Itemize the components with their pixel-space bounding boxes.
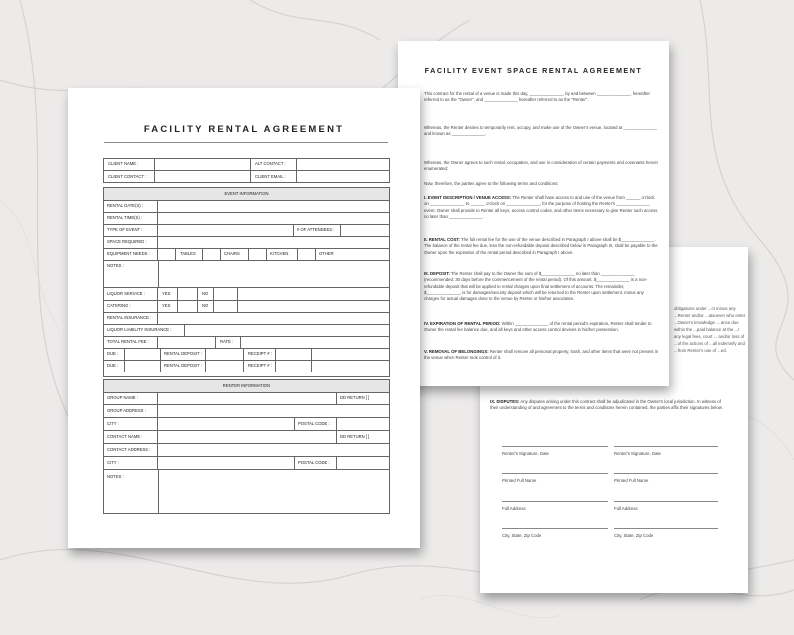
section-heading: III. DEPOSIT: (424, 271, 450, 276)
catering-yes-label: YES (162, 303, 171, 308)
sig-label-left: Printed Full Name (502, 478, 537, 483)
tables-label: TABLES (180, 251, 196, 256)
page2-title: FACILITY EVENT SPACE RENTAL AGREEMENT (424, 66, 643, 75)
group-name-field[interactable] (158, 392, 337, 404)
postal-code-label: POSTAL CODE : (298, 421, 330, 426)
receipt-label: RECEIPT # : (248, 363, 272, 368)
section-body: The Renter shall pay to the Owner the sum of $______________ no later than ______________ (recommended: 30 days before the commencement of the rental period). Of this amount, $______________ is a non-refundable deposit that will be applied to rental charges upon final settlement of accounts. The remainder, $______________, is for damages/security deposit which will be returned to the Renter upon settlement, minus any charges for actual damages done to the venue by Renter or his/her associates. (424, 271, 648, 302)
page3-peek-text: obligations under ...ct minus any ...Renter and/or ...atsoever who enter ...Owner's knowledge ... ance due within the ...paid balance at the ...r any legal fees, court ... and/or loss of ...of the actions of ...all indemnify and ...from Renter's use of ...ed. (674, 306, 746, 353)
cell-divider (103, 418, 158, 430)
other-label: OTHER (319, 251, 334, 256)
signature-line (614, 446, 718, 447)
cell-divider (221, 248, 249, 260)
disputes-section (490, 399, 730, 412)
sig-label-left: Renter's Signature, Date (502, 451, 549, 456)
rate-label: RATE : (220, 339, 234, 344)
cell-divider (103, 288, 158, 300)
cell-divider (103, 312, 158, 324)
cell-divider (103, 392, 158, 404)
signature-line (502, 473, 608, 474)
sig-label-right: Renter's Signature, Date (614, 451, 661, 456)
cell-divider (103, 158, 155, 170)
cell-divider (244, 348, 276, 360)
cell-divider (103, 348, 125, 360)
catering-no-checkbox[interactable] (214, 300, 238, 312)
sig-label-right: City, State, Zip Code (614, 533, 654, 538)
client-name-label: CLIENT NAME : (108, 161, 139, 166)
signature-line (614, 473, 718, 474)
catering-no-label: NO (202, 303, 209, 308)
chairs-label: CHAIRS (224, 251, 240, 256)
cell-divider (158, 300, 178, 312)
catering-label: CATERING : (107, 303, 131, 308)
agreement-page-2 (398, 41, 669, 386)
receipt-field[interactable] (276, 348, 312, 360)
cell-divider (103, 431, 158, 443)
contact-address-label: CONTACT ADDRESS : (107, 447, 151, 452)
client-contact-label: CLIENT CONTACT : (108, 174, 147, 179)
city-field[interactable] (158, 418, 295, 430)
liquor-yes-checkbox[interactable] (178, 288, 198, 300)
title-rule (104, 142, 388, 143)
alt-contact-label: ALT CONTACT : (255, 161, 286, 166)
whereas-owner: Whereas, the Owner agrees to such rental, occupation, and use in consideration of certain payments and covenants herein enumerated; (424, 160, 658, 172)
cell-divider (267, 248, 298, 260)
receipt-label: RECEIPT # : (248, 351, 272, 356)
signature-line (614, 501, 718, 502)
rental-deposit-label: RENTAL DEPOSIT : (164, 351, 202, 356)
notes-label: NOTES : (107, 474, 124, 479)
rental-deposit-label: RENTAL DEPOSIT : (164, 363, 202, 368)
signature-line (502, 446, 608, 447)
cell-divider (103, 248, 158, 260)
section-heading: II. RENTAL COST: (424, 237, 460, 242)
liquor-yes-label: YES (162, 291, 171, 296)
due-field[interactable] (125, 360, 161, 372)
cell-divider (103, 457, 158, 469)
cell-divider (103, 300, 158, 312)
kitchen-label: KITCHEN (270, 251, 289, 256)
signature-line (502, 528, 608, 529)
cell-divider (103, 336, 158, 348)
cell-divider (295, 457, 337, 469)
chairs-checkbox[interactable] (203, 248, 221, 260)
city-label: CITY : (107, 460, 119, 465)
signature-line (502, 501, 608, 502)
cell-divider (103, 470, 159, 514)
section-heading: V. REMOVAL OF BELONGINGS: (424, 349, 489, 354)
cell-divider (103, 405, 158, 417)
dd-return-checkbox[interactable]: DD RETURN [ ] (340, 395, 370, 400)
section-body: The full rental fee for the use of the venue described in Paragraph I above shall be $______________. The balance of the rental fee due, less the non-refundable deposit described below in Paragraph III, shall be payable to the Owner upon the expiration of the rental period described in Paragraph I above. (424, 237, 658, 255)
total-rental-fee-label: TOTAL RENTAL FEE : (107, 339, 149, 344)
section-body: Within ______________ of the rental period's expiration, Renter shall tender to Owner the rental fee balance due, and all keys and other access control devices in his/her possession. (424, 321, 652, 333)
sig-label-right: Printed Full Name (614, 478, 649, 483)
rental-times-label: RENTAL TIME(S) : (107, 215, 143, 220)
cell-divider (103, 324, 185, 336)
cell-divider (161, 348, 206, 360)
disputes-body: Any disputes arising under this contract shall be adjudicated in the Owner's local jurisdiction. In witness of their understanding of and agreement to the terms and conditions herein contained, the parties affix their signatures below. (490, 399, 723, 411)
other-checkbox[interactable] (298, 248, 316, 260)
section-removal (424, 349, 660, 362)
total-rental-fee-field[interactable] (158, 336, 216, 348)
client-name-field[interactable] (155, 158, 251, 170)
contract-intro: This contract for the rental of a venue is made this day, ______________, by and between ______________, hereafter referred to as the "Owner", and ______________ hereafter referred to as the "Renter". (424, 91, 650, 103)
cell-divider (176, 248, 203, 260)
sig-label-right: Full Address (614, 506, 638, 511)
kitchen-checkbox[interactable] (249, 248, 267, 260)
attendees-label: # OF ATTENDEES : (297, 227, 335, 232)
rental-dates-label: RENTAL DATE(S) : (107, 203, 143, 208)
liquor-no-label: NO (202, 291, 209, 296)
notes-label: NOTES : (107, 263, 124, 268)
space-required-label: SPACE REQUIRED : (107, 239, 147, 244)
signature-line (614, 528, 718, 529)
whereas-renter: Whereas, the Renter desires to temporarily rent, occupy, and make use of the Owner's venue, located at ______________ and known as ______________. (424, 125, 657, 137)
section-expiration (424, 321, 660, 334)
section-rental-cost (424, 237, 660, 256)
catering-yes-checkbox[interactable] (178, 300, 198, 312)
type-of-event-label: TYPE OF EVENT : (107, 227, 143, 232)
cell-divider (295, 418, 337, 430)
now-therefore: Now, therefore, the parties agree to the following terms and conditions: (424, 181, 559, 186)
liquor-liability-label: LIQUOR LIABILITY INSURANCE : (107, 327, 172, 332)
dd-return-checkbox[interactable]: DD RETURN [ ] (340, 434, 370, 439)
rental-form-page (68, 88, 420, 548)
section-heading: I. EVENT DESCRIPTION / VENUE ACCESS: (424, 195, 512, 200)
rental-deposit-field[interactable] (206, 348, 244, 360)
due-field[interactable] (125, 348, 161, 360)
disputes-heading: IX. DISPUTES: (490, 399, 520, 404)
due-label: DUE : (107, 363, 119, 368)
cell-divider (294, 224, 341, 236)
renter-info-header: RENTER INFORMATION (104, 380, 389, 393)
cell-divider (103, 360, 125, 372)
type-of-event-field[interactable] (158, 224, 294, 236)
contact-name-field[interactable] (158, 431, 337, 443)
receipt-field[interactable] (276, 360, 312, 372)
cell-divider (161, 360, 206, 372)
sig-label-left: City, State, Zip Code (502, 533, 542, 538)
form-title: FACILITY RENTAL AGREEMENT (143, 124, 345, 135)
equipment-needs-label: EQUIPMENT NEEDS : (107, 251, 150, 256)
cell-divider (198, 288, 214, 300)
cell-divider (158, 288, 178, 300)
group-name-label: GROUP NAME : (107, 395, 138, 400)
client-contact-field[interactable] (155, 171, 251, 183)
rental-deposit-field[interactable] (206, 360, 244, 372)
section-body: Renter shall remove all personal property, trash, and other items that were not present in the venue when Renter took control of it. (424, 349, 659, 361)
contact-name-label: CONTACT NAME : (107, 434, 143, 439)
tables-checkbox[interactable] (158, 248, 176, 260)
section-heading: IV. EXPIRATION OF RENTAL PERIOD: (424, 321, 501, 326)
due-label: DUE : (107, 351, 119, 356)
section-deposit (424, 271, 660, 302)
liquor-no-checkbox[interactable] (214, 288, 238, 300)
group-address-label: GROUP ADDRESS : (107, 408, 146, 413)
liquor-service-label: LIQUOR SERVICE : (107, 291, 145, 296)
cell-divider (216, 336, 241, 348)
client-email-label: CLIENT EMAIL : (255, 174, 286, 179)
cell-divider (244, 360, 276, 372)
event-info-header: EVENT INFORMATION (104, 188, 389, 201)
rental-insurance-label: RENTAL INSURANCE : (107, 315, 152, 320)
cell-divider (103, 171, 155, 183)
section-event-description (424, 195, 660, 220)
cell-divider (198, 300, 214, 312)
sig-label-left: Full Address (502, 506, 526, 511)
postal-code-label: POSTAL CODE : (298, 460, 330, 465)
section-body: The Renter shall have access to and use of the venue from ______ o'clock on ______________, to ______ o'clock on ______________, for the purpose of hosting the Renter's ______________ event. Owner shall provide to Renter all keys, access control codes, and other items necessary to give Renter such access no later than ______________. (424, 195, 658, 219)
cell-divider (103, 444, 158, 456)
city-label: CITY : (107, 421, 119, 426)
city-field[interactable] (158, 457, 295, 469)
